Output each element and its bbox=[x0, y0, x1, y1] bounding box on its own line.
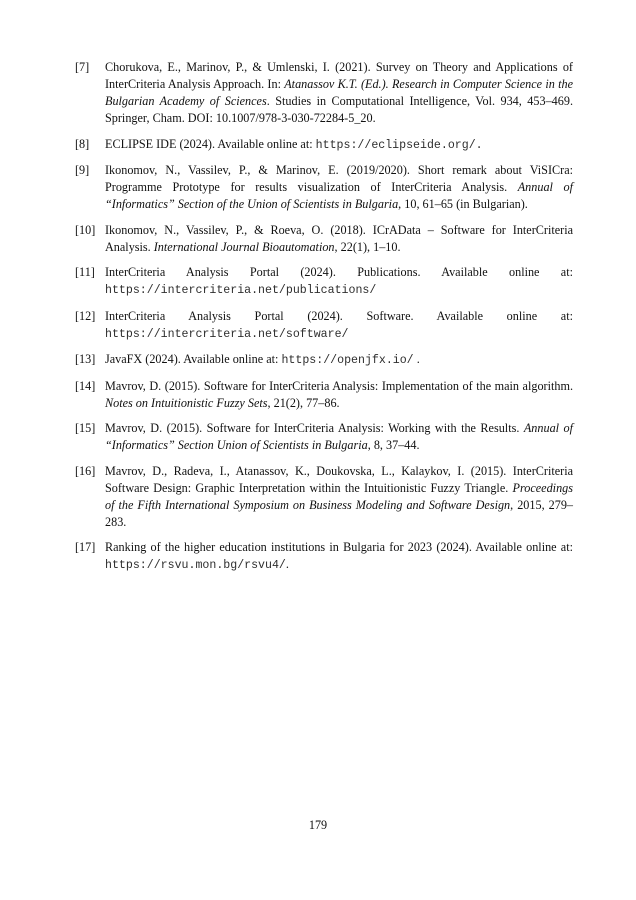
reference-text-segment: Annual of “Informatics” Section of the Union of Scientists in Bulgaria bbox=[105, 180, 573, 211]
reference-text-segment: . bbox=[285, 557, 289, 571]
reference-url: https://intercriteria.net/publications/ bbox=[105, 284, 377, 297]
reference-url: https://openjfx.io/ bbox=[281, 354, 414, 367]
reference-text-segment: Ikonomov, N., Vassilev, P., & Roeva, O. (2018). ICrAData – Software for InterCriteria Analysis. bbox=[105, 222, 573, 254]
reference-text-segment: Atanassov K.T. (Ed.). Research in Computer Science in the Bulgarian Academy of Sciences bbox=[105, 77, 573, 108]
reference-item bbox=[75, 59, 573, 127]
reference-item bbox=[75, 162, 573, 213]
reference-url: https://intercriteria.net/software/ bbox=[105, 327, 349, 341]
reference-number: [16] bbox=[75, 463, 96, 478]
reference-text bbox=[105, 421, 573, 452]
reference-text-segment: , 10, 61–65 (in Bulgarian). bbox=[398, 197, 528, 211]
reference-number: [8] bbox=[75, 136, 90, 151]
reference-text-segment: Ranking of the higher education institutions in Bulgaria for 2023 (2024). Available online at: bbox=[105, 540, 573, 554]
reference-number: [13] bbox=[75, 352, 96, 366]
reference-text-segment: Annual of “Informatics” Section Union of Scientists in Bulgaria bbox=[105, 421, 574, 452]
reference-item bbox=[75, 136, 573, 154]
reference-text-segment: Mavrov, D. (2015). Software for InterCriteria Analysis: Implementation of the main algorithm. bbox=[105, 378, 573, 393]
reference-text-segment: International Journal Bioautomation bbox=[153, 239, 335, 254]
reference-text-segment: ECLIPSE IDE (2024). Available online at: bbox=[105, 136, 316, 151]
reference-text-segment: InterCriteria Analysis Portal (2024). Software. Available online at: bbox=[105, 308, 573, 323]
reference-item bbox=[75, 264, 573, 299]
reference-text-segment: , 8, 37–44. bbox=[367, 438, 420, 452]
reference-text bbox=[105, 137, 483, 151]
reference-text-segment: . bbox=[413, 352, 420, 366]
reference-item bbox=[75, 222, 573, 256]
reference-number: [10] bbox=[75, 222, 96, 237]
reference-item bbox=[75, 351, 573, 369]
reference-item bbox=[75, 420, 573, 454]
reference-item bbox=[75, 539, 573, 574]
reference-number: [15] bbox=[75, 421, 96, 435]
reference-text-segment: InterCriteria Analysis Portal (2024). Publications. Available online at: bbox=[105, 265, 573, 279]
reference-text bbox=[105, 60, 573, 125]
reference-number: [12] bbox=[75, 308, 96, 323]
reference-number: [14] bbox=[75, 378, 96, 393]
reference-number: [9] bbox=[75, 163, 90, 177]
reference-text bbox=[105, 309, 573, 340]
reference-number: [11] bbox=[75, 265, 95, 279]
reference-number: [7] bbox=[75, 60, 90, 74]
reference-text bbox=[105, 540, 573, 571]
reference-text-segment: . Studies in Computational Intelligence, Vol. 934, 453–469. Springer, Cham. DOI: 10.1007/978-3-030-72284-5_20. bbox=[105, 94, 573, 125]
reference-text-segment: JavaFX (2024). Available online at: bbox=[105, 352, 282, 366]
reference-text-segment: , 21(2), 77–86. bbox=[267, 395, 340, 410]
reference-text-segment: , 22(1), 1–10. bbox=[334, 239, 401, 254]
reference-text-segment: Mavrov, D., Radeva, I., Atanassov, K., Doukovska, L., Kalaykov, I. (2015). InterCriteria Software Design: Graphic Interpretation within the Intuitionistic Fuzzy Triangle. bbox=[105, 463, 573, 495]
reference-item bbox=[75, 308, 573, 343]
reference-number: [17] bbox=[75, 540, 96, 554]
reference-text-segment: Ikonomov, N., Vassilev, P., & Marinov, E. (2019/2020). Short remark about ViSICra: Programme Prototype for results visualization of InterCriteria Analysis. bbox=[105, 163, 573, 194]
reference-text-segment: Notes on Intuitionistic Fuzzy Sets bbox=[105, 395, 268, 410]
reference-text bbox=[105, 223, 573, 254]
reference-text bbox=[105, 265, 573, 296]
reference-text bbox=[105, 464, 573, 529]
reference-text-segment: Proceedings of the Fifth International Symposium on Business Modeling and Software Design bbox=[105, 480, 573, 512]
reference-url: https://rsvu.mon.bg/rsvu4/ bbox=[105, 559, 286, 572]
reference-item bbox=[75, 378, 573, 412]
reference-text bbox=[105, 379, 573, 410]
reference-url: https://eclipseide.org/. bbox=[315, 138, 483, 152]
references-list bbox=[75, 59, 573, 583]
reference-text-segment: , 2015, 279–283. bbox=[105, 497, 573, 529]
page-number: 179 bbox=[308, 818, 328, 832]
reference-text-segment: Chorukova, E., Marinov, P., & Umlenski, I. (2021). Survey on Theory and Applications of InterCriteria Analysis Approach. In: bbox=[105, 60, 573, 91]
reference-text bbox=[105, 163, 573, 211]
reference-text-segment: Mavrov, D. (2015). Software for InterCriteria Analysis: Working with the Results. bbox=[105, 421, 524, 435]
reference-text bbox=[105, 352, 420, 366]
reference-item bbox=[75, 463, 573, 531]
